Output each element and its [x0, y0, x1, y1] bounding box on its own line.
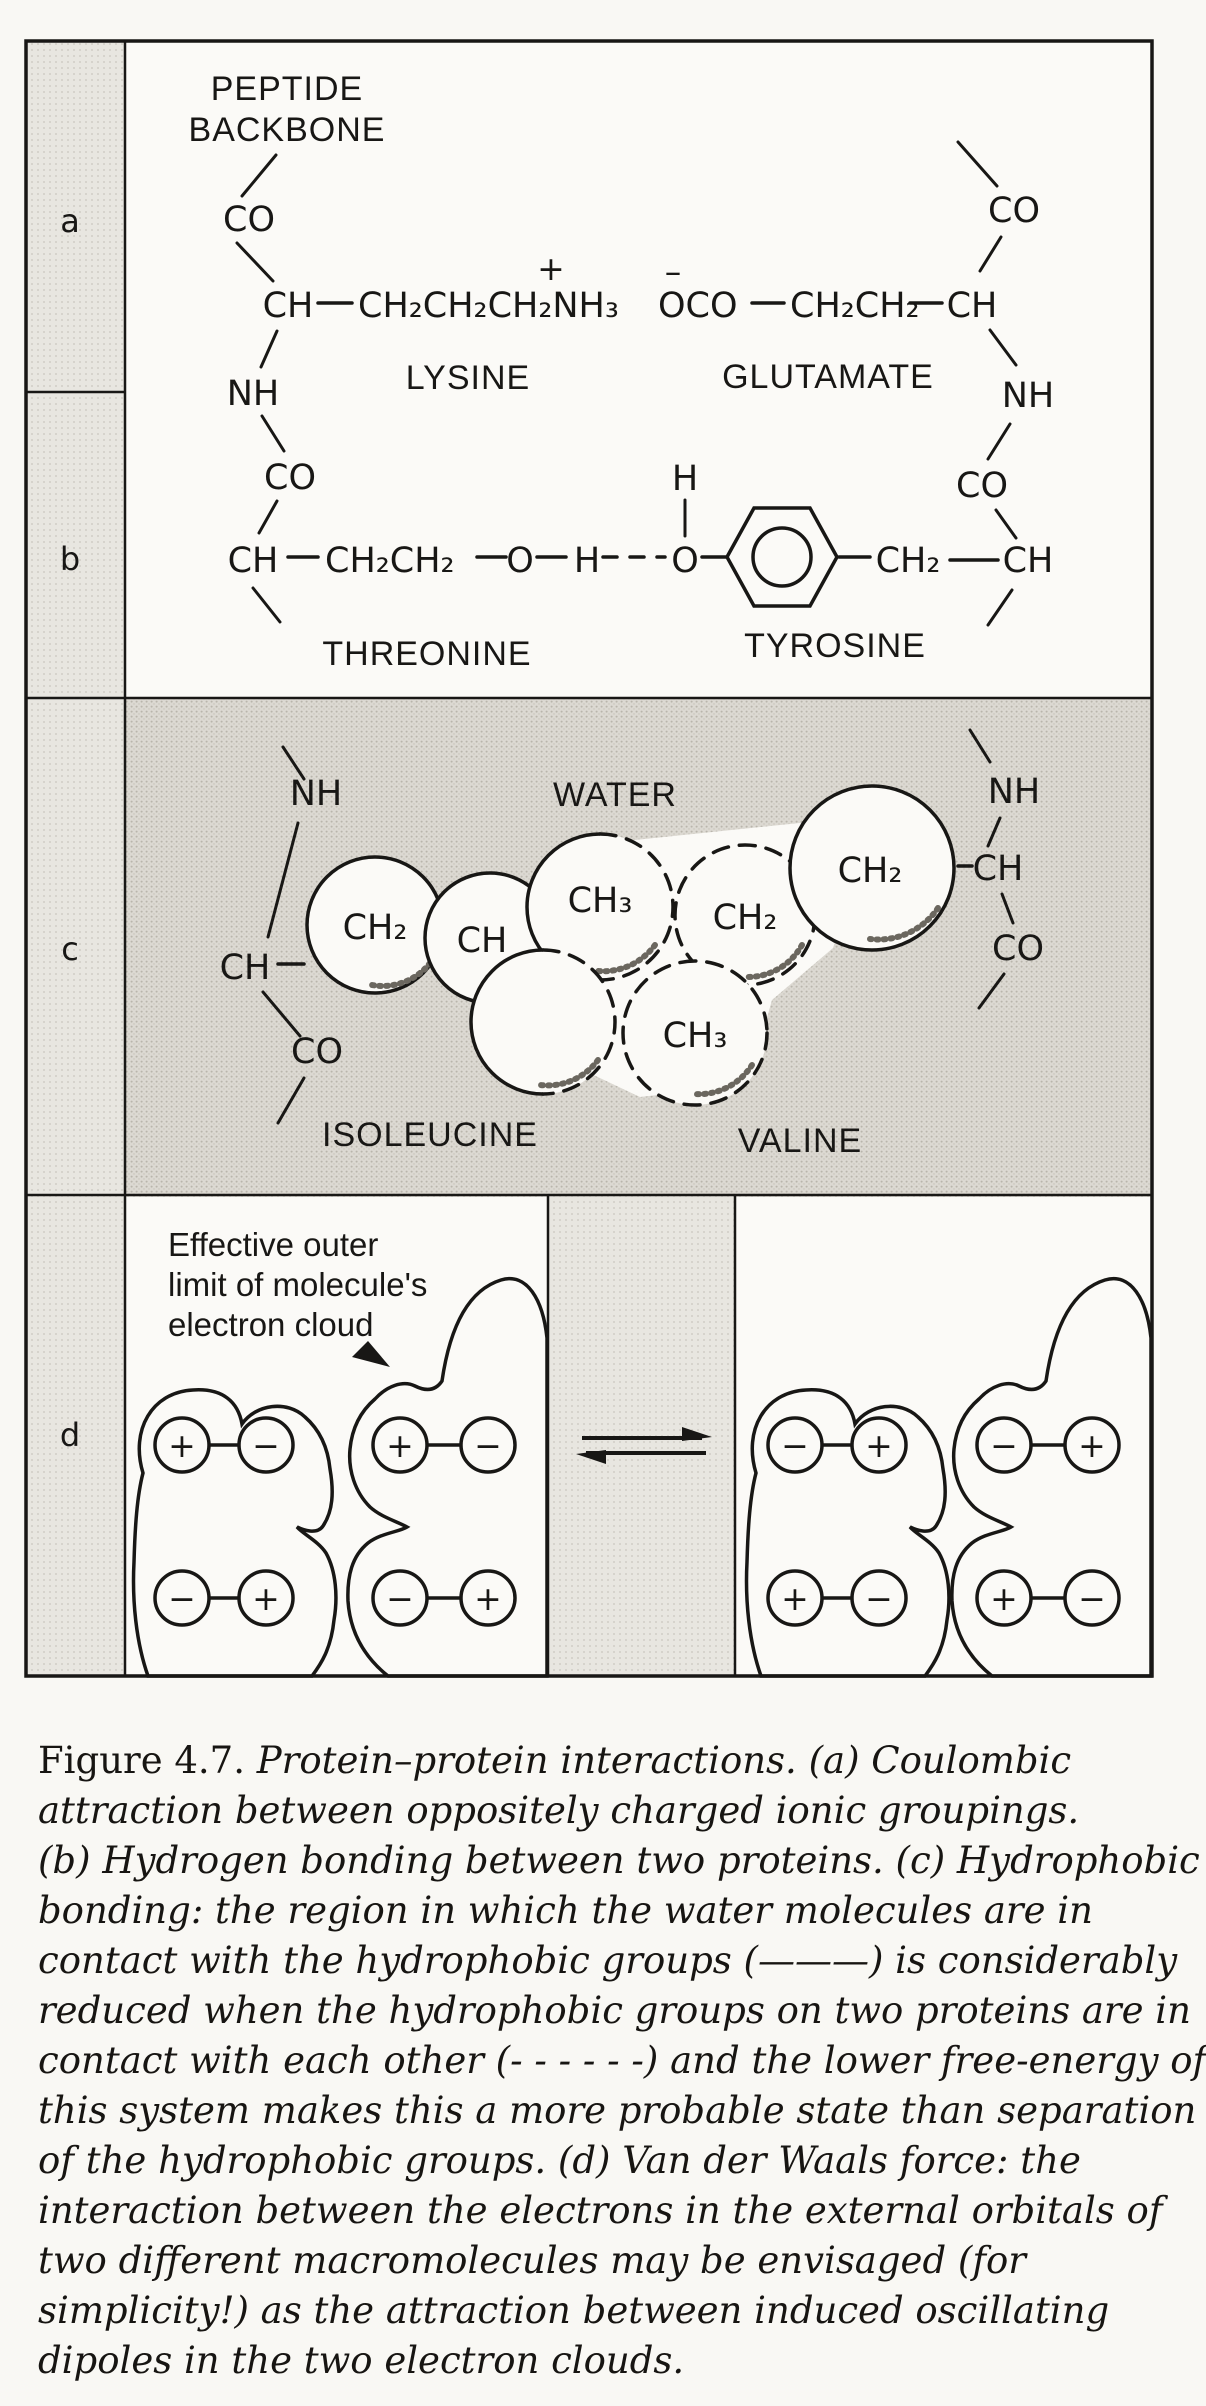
ch-label: CH	[972, 849, 1024, 889]
lysine-label: LYSINE	[405, 359, 531, 397]
charge-sign: −	[865, 1579, 893, 1618]
electron-cloud-annotation-line2: limit of molecule's	[168, 1266, 428, 1303]
peptide-label: PEPTIDE	[210, 70, 364, 108]
h-label: H	[671, 459, 699, 499]
panel-c-letter: c	[61, 930, 79, 968]
water-label: WATER	[553, 776, 677, 814]
charge-sign: −	[474, 1426, 502, 1465]
figure-caption	[38, 1736, 1206, 2386]
h-label: H	[573, 541, 601, 581]
ch2-sphere-label: CH₂	[342, 908, 408, 948]
caption-line-text: Protein–protein interactions. (a) Coulombic	[244, 1739, 1072, 1782]
charge-sign: +	[252, 1579, 280, 1618]
ch3-sphere-label: CH₃	[567, 881, 633, 921]
nh-label: NH	[289, 774, 343, 814]
charge-sign: −	[386, 1579, 414, 1618]
caption-line: contact with the hydrophobic groups (———) is considerably	[38, 1939, 1178, 1982]
plus-charge: +	[537, 249, 565, 288]
charge-sign: +	[168, 1426, 196, 1465]
oco-label: OCO	[658, 286, 738, 326]
caption-line: dipoles in the two electron clouds.	[38, 2339, 685, 2382]
ch-label: CH	[946, 286, 998, 326]
ch-label: CH	[1002, 541, 1054, 581]
electron-cloud-annotation-line3: electron cloud	[168, 1306, 374, 1343]
ch2-big-sphere-label: CH₂	[837, 851, 903, 891]
ch3-dashed-sphere-label: CH₃	[662, 1016, 728, 1056]
ch-label: CH	[227, 541, 279, 581]
glutamate-label: GLUTAMATE	[722, 358, 934, 396]
threonine-label: THREONINE	[322, 635, 532, 673]
caption-line: bonding: the region in which the water molecules are in	[38, 1889, 1093, 1932]
caption-line	[38, 1736, 1178, 1786]
charge-sign: −	[1078, 1579, 1106, 1618]
figure-number: Figure 4.7.	[38, 1739, 245, 1782]
co-label: CO	[223, 200, 275, 240]
ch-sphere-label: CH	[456, 921, 508, 961]
caption-line: this system makes this a more probable state than separation	[38, 2089, 1197, 2132]
isoleucine-label: ISOLEUCINE	[322, 1116, 538, 1154]
panel-a-letter: a	[60, 202, 80, 240]
charge-sign: −	[252, 1426, 280, 1465]
co-label: CO	[956, 466, 1008, 506]
caption-line: (b) Hydrogen bonding between two proteins. (c) Hydrophobic	[38, 1839, 1200, 1882]
caption-line: simplicity!) as the attraction between induced oscillating	[38, 2289, 1110, 2332]
electron-cloud-annotation-line1: Effective outer	[168, 1226, 379, 1263]
charge-sign: +	[865, 1426, 893, 1465]
valine-label: VALINE	[737, 1122, 863, 1160]
co-label: CO	[992, 929, 1044, 969]
ch2-dashed-sphere-label: CH₂	[712, 898, 778, 938]
charge-sign: +	[474, 1579, 502, 1618]
caption-line: of the hydrophobic groups. (d) Van der Waals force: the	[38, 2139, 1081, 2182]
panel-b-letter: b	[59, 540, 81, 578]
caption-line: attraction between oppositely charged ionic groupings.	[38, 1789, 1080, 1832]
lysine-side-chain: CH₂CH₂CH₂NH₃	[358, 286, 619, 326]
charge-sign: +	[990, 1579, 1018, 1618]
co-label: CO	[264, 458, 316, 498]
charge-sign: −	[168, 1579, 196, 1618]
tyrosine-label: TYROSINE	[744, 627, 926, 665]
ch2-label: CH₂	[875, 541, 941, 581]
nh-label: NH	[987, 772, 1041, 812]
ch-label: CH	[262, 286, 314, 326]
charge-sign: +	[386, 1426, 414, 1465]
minus-charge: –	[664, 252, 682, 291]
glutamate-chain: CH₂CH₂	[790, 286, 920, 326]
caption-line: two different macromolecules may be envisaged (for	[38, 2239, 1026, 2282]
nh-label: NH	[226, 374, 280, 414]
backbone-label: BACKBONE	[188, 111, 386, 149]
caption-line: reduced when the hydrophobic groups on two proteins are in	[38, 1989, 1191, 2032]
o-label: O	[506, 541, 534, 581]
caption-line: interaction between the electrons in the external orbitals of	[38, 2189, 1163, 2232]
charge-sign: −	[990, 1426, 1018, 1465]
ch-label: CH	[219, 948, 271, 988]
panel-d-letter: d	[59, 1416, 81, 1454]
co-label: CO	[291, 1032, 343, 1072]
o-label: O	[671, 541, 699, 581]
charge-sign: +	[1078, 1426, 1106, 1465]
caption-line: contact with each other (- - - - - -) and the lower free-energy of	[38, 2039, 1206, 2082]
threonine-chain: CH₂CH₂	[325, 541, 455, 581]
nh-label: NH	[1001, 376, 1055, 416]
charge-sign: −	[781, 1426, 809, 1465]
charge-sign: +	[781, 1579, 809, 1618]
co-label: CO	[988, 191, 1040, 231]
